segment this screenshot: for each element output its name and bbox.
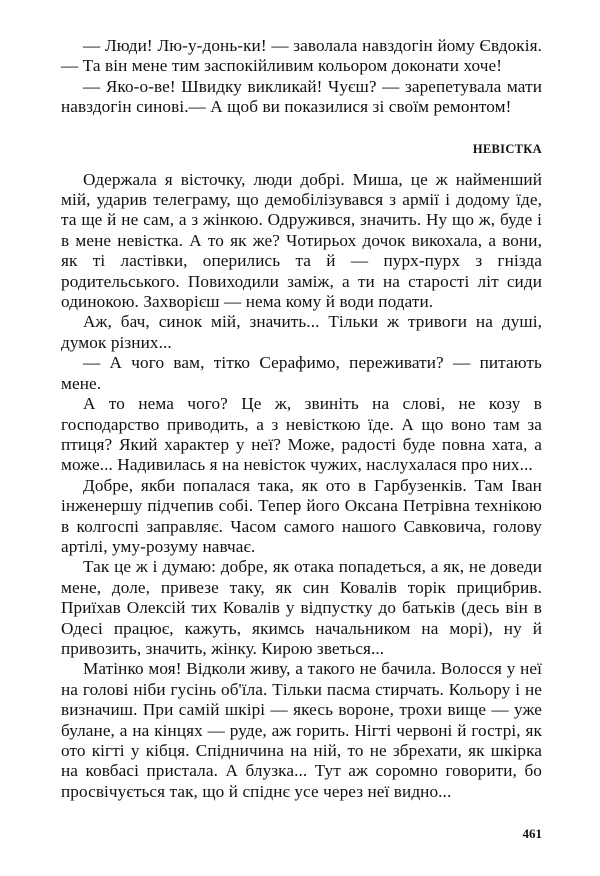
page-number: 461: [522, 826, 542, 841]
story-paragraph-1: Одержала я вісточку, люди добрі. Миша, це ж найменший мій, ударив телеграму, що демобілізувався з армії і додому їде, та ще й не сам, а з жінкою. Одружився, значить. Ну що ж, буде і в мене невістка. А то як же? Чотирьох дочок викохала, а вони, як ті ластівки, оперились та й — пурх-пурх з гнізда родительського. Повиходили заміж, а ти на старості літ сиди одинокою. Захворієш — нема кому й води подати.: [61, 169, 542, 312]
story-paragraph-5: Добре, якби попалася така, як ото в Гарбузенків. Там Іван інженершу підчепив собі. Тепер його Оксана Петрівна технікою в колгоспі заправляє. Часом самого нашого Савковича, голову артілі, уму-розуму навчає.: [61, 475, 542, 556]
story-paragraph-4: А то нема чого? Це ж, звиніть на слові, не козу в господарство приводить, а з невісткою їде. А що воно там за птиця? Який характер у неї? Може, радості буде повна хата, а може... Надивилась я на невісток чужих, наслухалася про них...: [61, 394, 542, 475]
intro-paragraph-1: — Люди! Лю-у-донь-ки! — заволала навздогін йому Євдокія.— Та він мене тим заспокійливим кольором доконати хоче!: [61, 36, 542, 76]
page-text: [61, 36, 542, 802]
story-title: НЕВІСТКА: [472, 141, 542, 156]
intro-paragraph-2: — Яко-о-ве! Швидку викликай! Чуєш? — зарепетувала мати навздогін синові.— А щоб ви показилися зі своїм ремонтом!: [61, 76, 542, 117]
story-paragraph-3: — А чого вам, тітко Серафимо, переживати? — питають мене.: [61, 353, 542, 393]
story-paragraph-2: Аж, бач, синок мій, значить... Тільки ж тривоги на душі, думок різних...: [61, 312, 542, 352]
story-paragraph-6: Так це ж і думаю: добре, як отака попадеться, а як, не доведи мене, доле, привезе таку, як син Ковалів торік прицибрив. Приїхав Олексій тих Ковалів у відпустку до батьків (десь він в Одесі працює, кажуть, якимсь начальником на морі), ну й привозить, значить, жінку. Кирою зветься...: [61, 557, 542, 658]
story-paragraph-7: Матінко моя! Відколи живу, а такого не бачила. Волосся у неї на голові ніби гусінь об'їла. Тільки пасма стирчать. Кольору і не визначиш. При самій шкірі — якесь вороне, трохи вище — уже булане, а на кінцях — руде, аж горить. Нігті червоні й гострі, як ото кігті у кібця. Спідничина на ній, то не збрехати, як шкірка на ковбасі пристала. А блузка... Тут аж соромно говорити, бо просвічується так, що й спіднє усе через неї видно...: [61, 659, 542, 801]
story-body: [61, 170, 542, 803]
